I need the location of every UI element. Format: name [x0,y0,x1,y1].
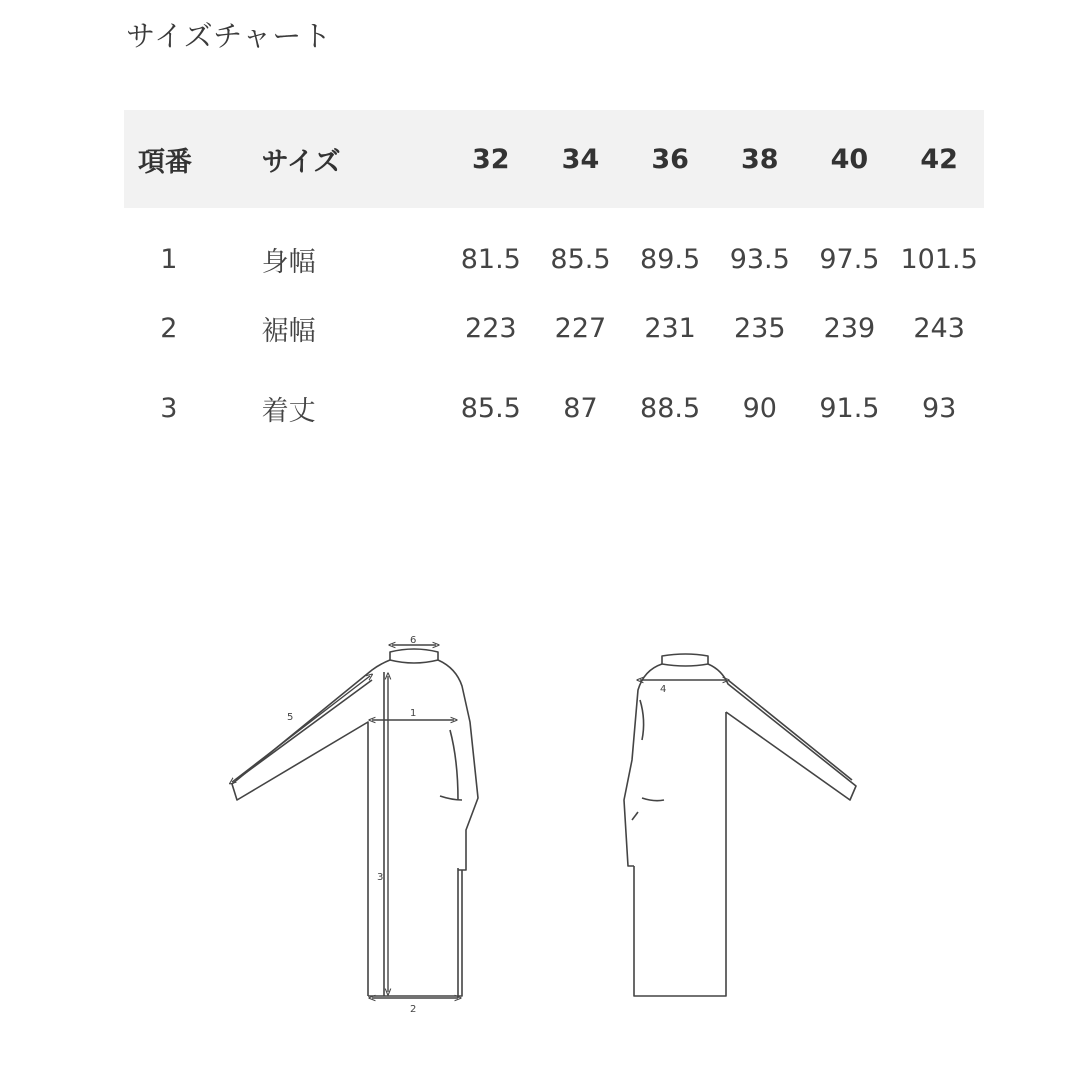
header-size-38: 38 [740,143,779,175]
page-title: サイズチャート [126,19,333,53]
row-no: 3 [160,392,178,424]
measure-label-2: 2 [410,1004,417,1015]
front-measurement-lines [232,645,458,998]
cell-value: 235 [733,312,786,344]
row-no: 2 [160,312,178,344]
cell-value: 93 [921,392,957,424]
cell-value: 243 [913,312,965,344]
cell-value: 81.5 [460,243,521,275]
row-no: 1 [160,243,178,275]
cell-value: 87 [563,392,598,424]
measure-label-5: 5 [287,712,294,723]
cell-value: 91.5 [819,392,880,424]
cell-value: 239 [823,312,876,344]
cell-value: 101.5 [900,243,978,275]
header-item-no: 項番 [138,146,192,178]
cell-value: 85.5 [550,243,611,275]
cell-value: 90 [742,392,777,424]
header-size-40: 40 [830,143,869,175]
row-name: 着丈 [261,395,316,427]
back-dress-outline [624,654,856,996]
header-size-36: 36 [651,143,689,175]
cell-value: 93.5 [729,243,790,275]
row-name: 身幅 [261,246,316,278]
cell-value: 97.5 [819,243,880,275]
measure-label-6: 6 [410,635,417,646]
cell-value: 85.5 [460,392,521,424]
measure-line-5 [232,676,370,782]
cell-value: 223 [465,312,517,344]
header-size-42: 42 [920,143,958,175]
measure-label-1: 1 [410,708,417,719]
cell-value: 89.5 [640,243,701,275]
header-size-34: 34 [561,143,600,175]
measure-label-3: 3 [377,872,384,883]
cell-value: 227 [554,312,607,344]
cell-value: 231 [644,312,696,344]
header-size-32: 32 [472,143,510,175]
row-name: 裾幅 [261,315,316,347]
cell-value: 88.5 [640,392,701,424]
header-size: サイズ [261,146,341,178]
front-dress-outline [232,649,478,998]
measure-label-4: 4 [660,684,667,695]
